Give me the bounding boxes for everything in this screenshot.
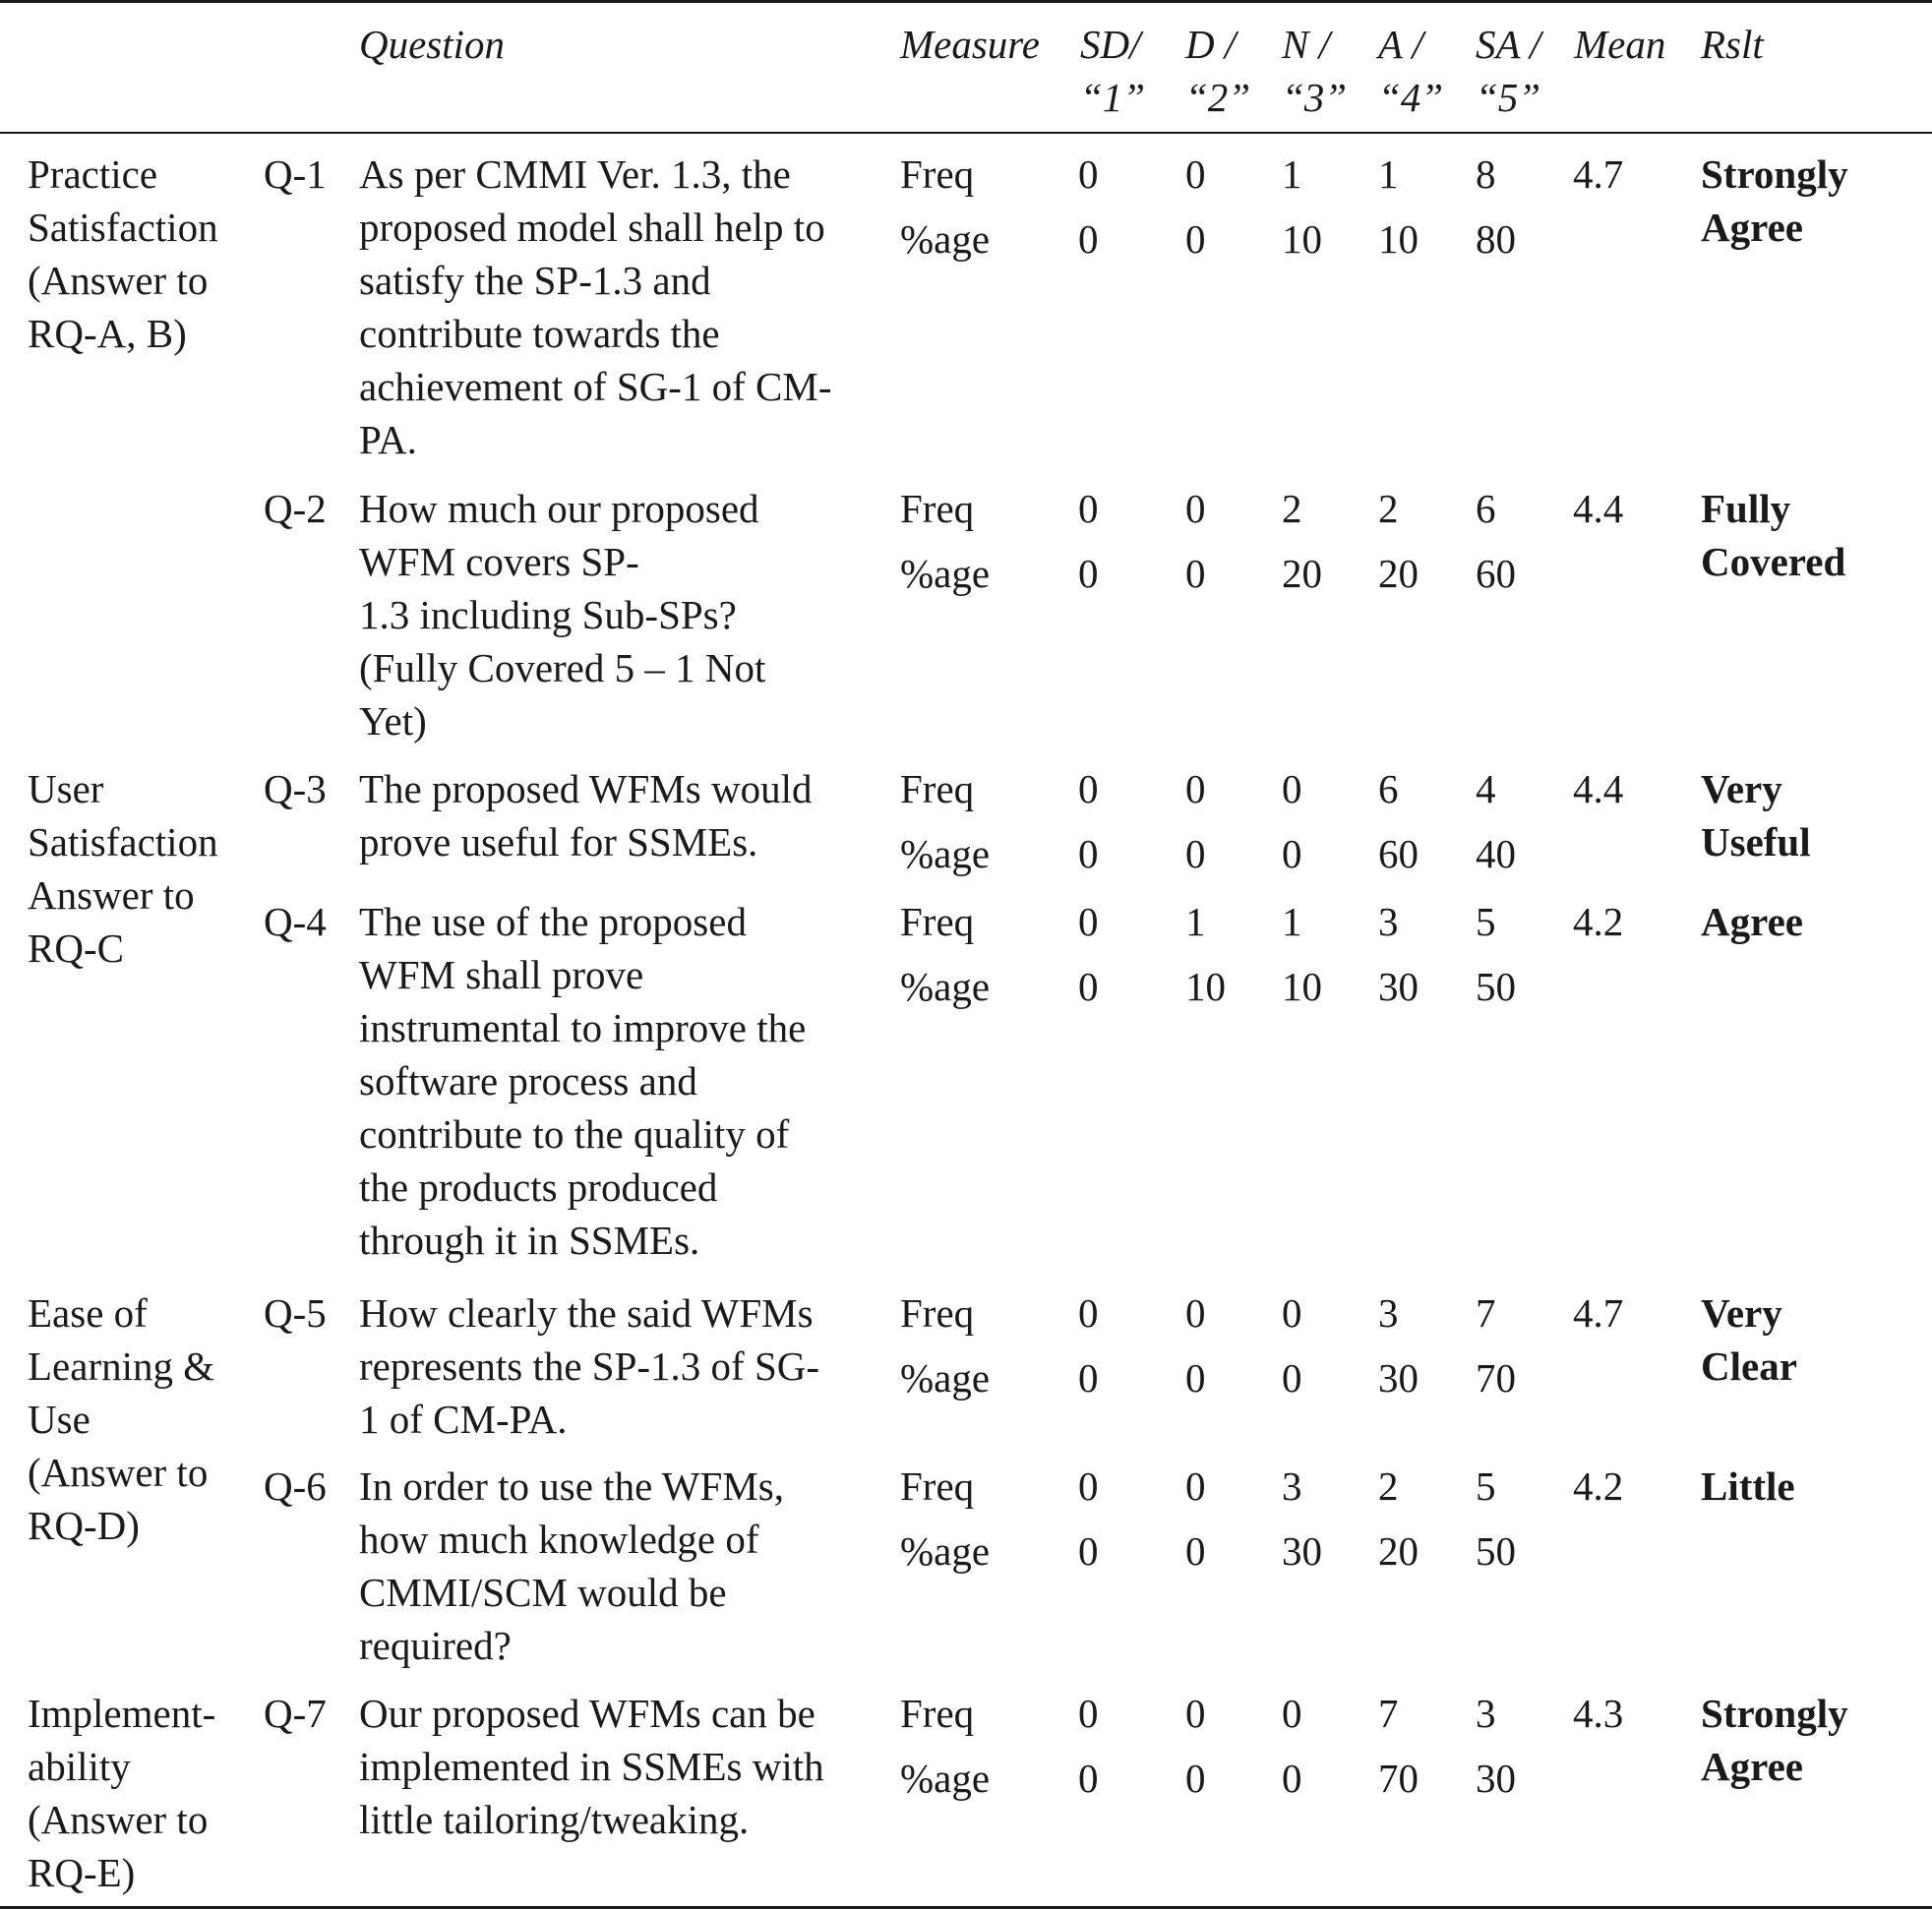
measure-percentage: %age (900, 1756, 991, 1801)
question-text-line: WFM covers SP- (359, 539, 639, 584)
pct-d: 0 (1185, 216, 1206, 262)
freq-n: 3 (1282, 1463, 1302, 1509)
question-text (359, 482, 890, 747)
category-label (28, 762, 264, 975)
header-sd: SD/ “1” (1080, 22, 1146, 120)
pct-sa: 70 (1476, 1355, 1516, 1401)
category-label-line: RQ-C (28, 925, 124, 971)
mean-value: 4.4 (1573, 486, 1624, 531)
pct-a: 20 (1378, 551, 1419, 596)
mean-value: 4.2 (1573, 1463, 1624, 1509)
header-question: Question (359, 22, 506, 67)
question-text-line: contribute towards the (359, 311, 720, 356)
mean-value: 4.2 (1573, 899, 1624, 944)
freq-a: 6 (1378, 766, 1399, 811)
freq-n: 1 (1282, 151, 1302, 197)
question-id: Q-5 (264, 1290, 327, 1336)
freq-sd: 0 (1078, 486, 1099, 531)
pct-a: 30 (1378, 1355, 1419, 1401)
freq-d: 0 (1185, 151, 1206, 197)
measure-freq: Freq (900, 151, 975, 197)
question-text-line: The proposed WFMs would (359, 766, 813, 811)
question-text-line: 1.3 including Sub-SPs? (359, 592, 737, 637)
pct-n: 20 (1282, 551, 1322, 596)
measure-percentage: %age (900, 964, 991, 1009)
question-text-line: achievement of SG-1 of CM- (359, 364, 832, 409)
question-text-line: Yet) (359, 698, 427, 744)
question-id: Q-6 (264, 1463, 327, 1509)
category-label-line: RQ-D) (28, 1503, 140, 1548)
question-text-line: PA. (359, 417, 417, 462)
freq-sa: 3 (1476, 1691, 1496, 1736)
pct-sd: 0 (1078, 831, 1099, 876)
freq-n: 0 (1282, 1290, 1302, 1336)
category-label-line: Implement- (28, 1691, 216, 1736)
pct-n: 0 (1282, 1756, 1302, 1801)
freq-a: 3 (1378, 899, 1399, 944)
pct-n: 10 (1282, 964, 1322, 1009)
pct-n: 10 (1282, 216, 1322, 262)
question-id: Q-7 (264, 1691, 327, 1736)
mean-value: 4.7 (1573, 151, 1624, 197)
question-text-line: how much knowledge of (359, 1517, 759, 1562)
mean-value: 4.7 (1573, 1290, 1624, 1336)
category-label-line: Use (28, 1397, 91, 1442)
pct-a: 20 (1378, 1528, 1419, 1574)
category-label (28, 1687, 264, 1899)
header-measure: Measure (900, 22, 1040, 67)
freq-n: 1 (1282, 899, 1302, 944)
pct-n: 0 (1282, 831, 1302, 876)
freq-d: 1 (1185, 899, 1206, 944)
question-text-line: (Fully Covered 5 – 1 Not (359, 645, 766, 690)
category-label-line: (Answer to (28, 1450, 209, 1495)
freq-sa: 5 (1476, 1463, 1496, 1509)
category-label-line: Learning & (28, 1343, 215, 1389)
freq-a: 3 (1378, 1290, 1399, 1336)
category-label (28, 148, 264, 360)
mean-value: 4.3 (1573, 1691, 1624, 1736)
question-text (359, 895, 890, 1267)
result-text: Clear (1701, 1343, 1797, 1389)
measure-percentage: %age (900, 1528, 991, 1574)
freq-a: 1 (1378, 151, 1399, 197)
result-text: Very (1701, 1290, 1782, 1336)
category-label-line: ability (28, 1744, 131, 1789)
pct-d: 10 (1185, 964, 1226, 1009)
header-n: N / “3” (1282, 22, 1348, 120)
freq-sa: 5 (1476, 899, 1496, 944)
category-label-line: Ease of (28, 1290, 148, 1336)
pct-sa: 80 (1476, 216, 1516, 262)
question-text-line: implemented in SSMEs with (359, 1744, 824, 1789)
pct-a: 10 (1378, 216, 1419, 262)
question-text (359, 1687, 890, 1846)
question-id: Q-4 (264, 899, 327, 944)
pct-sd: 0 (1078, 551, 1099, 596)
pct-sd: 0 (1078, 1756, 1099, 1801)
table-header-rule (0, 132, 1932, 134)
header-a: A / “4” (1378, 22, 1444, 120)
question-id: Q-2 (264, 486, 327, 531)
pct-d: 0 (1185, 831, 1206, 876)
question-text (359, 148, 890, 466)
pct-sa: 60 (1476, 551, 1516, 596)
measure-freq: Freq (900, 1290, 975, 1336)
freq-n: 0 (1282, 1691, 1302, 1736)
header-sa: SA / “5” (1476, 22, 1541, 120)
freq-a: 7 (1378, 1691, 1399, 1736)
freq-d: 0 (1185, 1691, 1206, 1736)
measure-freq: Freq (900, 899, 975, 944)
freq-a: 2 (1378, 1463, 1399, 1509)
freq-sd: 0 (1078, 1290, 1099, 1336)
freq-sd: 0 (1078, 1691, 1099, 1736)
freq-sd: 0 (1078, 899, 1099, 944)
category-label-line: User (28, 766, 104, 811)
header-d: D / “2” (1185, 22, 1251, 120)
result-text: Fully (1701, 486, 1791, 531)
question-id: Q-3 (264, 766, 327, 811)
question-text-line: The use of the proposed (359, 899, 747, 944)
pct-d: 0 (1185, 1528, 1206, 1574)
freq-d: 0 (1185, 486, 1206, 531)
measure-freq: Freq (900, 1691, 975, 1736)
result-text: Covered (1701, 539, 1846, 584)
question-text-line: through it in SSMEs. (359, 1218, 700, 1263)
pct-sd: 0 (1078, 216, 1099, 262)
pct-sd: 0 (1078, 1355, 1099, 1401)
measure-freq: Freq (900, 1463, 975, 1509)
category-label-line: Answer to (28, 872, 195, 918)
freq-a: 2 (1378, 486, 1399, 531)
header-mean: Mean (1574, 22, 1666, 67)
freq-d: 0 (1185, 1290, 1206, 1336)
question-text-line: How clearly the said WFMs (359, 1290, 814, 1336)
freq-n: 0 (1282, 766, 1302, 811)
freq-d: 0 (1185, 1463, 1206, 1509)
question-text-line: proposed model shall help to (359, 205, 825, 250)
question-id: Q-1 (264, 151, 327, 197)
category-label-line: (Answer to (28, 258, 209, 303)
question-text-line: satisfy the SP-1.3 and (359, 258, 711, 303)
result-text: Agree (1701, 899, 1803, 944)
freq-sd: 0 (1078, 151, 1099, 197)
category-label (28, 1286, 264, 1552)
question-text-line: represents the SP-1.3 of SG- (359, 1343, 820, 1389)
category-label-line: Satisfaction (28, 205, 218, 250)
question-text-line: little tailoring/tweaking. (359, 1797, 750, 1842)
question-text-line: 1 of CM-PA. (359, 1397, 568, 1442)
freq-sd: 0 (1078, 1463, 1099, 1509)
pct-n: 30 (1282, 1528, 1322, 1574)
pct-d: 0 (1185, 551, 1206, 596)
freq-sa: 4 (1476, 766, 1496, 811)
question-text-line: In order to use the WFMs, (359, 1463, 784, 1509)
result-text: Useful (1701, 819, 1811, 865)
mean-value: 4.4 (1573, 766, 1624, 811)
pct-sa: 40 (1476, 831, 1516, 876)
header-rslt: Rslt (1701, 22, 1764, 67)
result-text: Agree (1701, 205, 1803, 250)
pct-a: 70 (1378, 1756, 1419, 1801)
question-text-line: Our proposed WFMs can be (359, 1691, 815, 1736)
measure-percentage: %age (900, 551, 991, 596)
result-text: Very (1701, 766, 1782, 811)
question-text (359, 1286, 890, 1446)
result-text: Strongly (1701, 1691, 1848, 1736)
freq-sa: 6 (1476, 486, 1496, 531)
result-text: Agree (1701, 1744, 1803, 1789)
result-text: Strongly (1701, 151, 1848, 197)
question-text (359, 1460, 890, 1672)
freq-sa: 8 (1476, 151, 1496, 197)
category-label-line: (Answer to (28, 1797, 209, 1842)
pct-d: 0 (1185, 1355, 1206, 1401)
freq-d: 0 (1185, 766, 1206, 811)
pct-n: 0 (1282, 1355, 1302, 1401)
question-text-line: How much our proposed (359, 486, 759, 531)
pct-sa: 50 (1476, 964, 1516, 1009)
question-text-line: instrumental to improve the (359, 1005, 807, 1050)
measure-percentage: %age (900, 831, 991, 876)
pct-sd: 0 (1078, 964, 1099, 1009)
question-text-line: CMMI/SCM would be (359, 1570, 727, 1615)
freq-sd: 0 (1078, 766, 1099, 811)
category-label-line: Satisfaction (28, 819, 218, 865)
question-text-line: As per CMMI Ver. 1.3, the (359, 151, 791, 197)
question-text-line: software process and (359, 1058, 697, 1104)
measure-percentage: %age (900, 1355, 991, 1401)
pct-sd: 0 (1078, 1528, 1099, 1574)
measure-freq: Freq (900, 766, 975, 811)
question-text-line: WFM shall prove (359, 952, 644, 997)
pct-sa: 30 (1476, 1756, 1516, 1801)
question-text (359, 762, 890, 868)
pct-d: 0 (1185, 1756, 1206, 1801)
pct-a: 30 (1378, 964, 1419, 1009)
question-text-line: contribute to the quality of (359, 1111, 790, 1157)
freq-n: 2 (1282, 486, 1302, 531)
category-label-line: RQ-E) (28, 1850, 136, 1895)
freq-sa: 7 (1476, 1290, 1496, 1336)
category-label-line: RQ-A, B) (28, 311, 187, 356)
question-text-line: prove useful for SSMEs. (359, 819, 758, 865)
measure-freq: Freq (900, 486, 975, 531)
question-text-line: required? (359, 1623, 512, 1668)
category-label-line: Practice (28, 151, 158, 197)
result-text: Little (1701, 1463, 1795, 1509)
pct-sa: 50 (1476, 1528, 1516, 1574)
question-text-line: the products produced (359, 1164, 718, 1210)
measure-percentage: %age (900, 216, 991, 262)
pct-a: 60 (1378, 831, 1419, 876)
table-top-rule (0, 0, 1932, 3)
